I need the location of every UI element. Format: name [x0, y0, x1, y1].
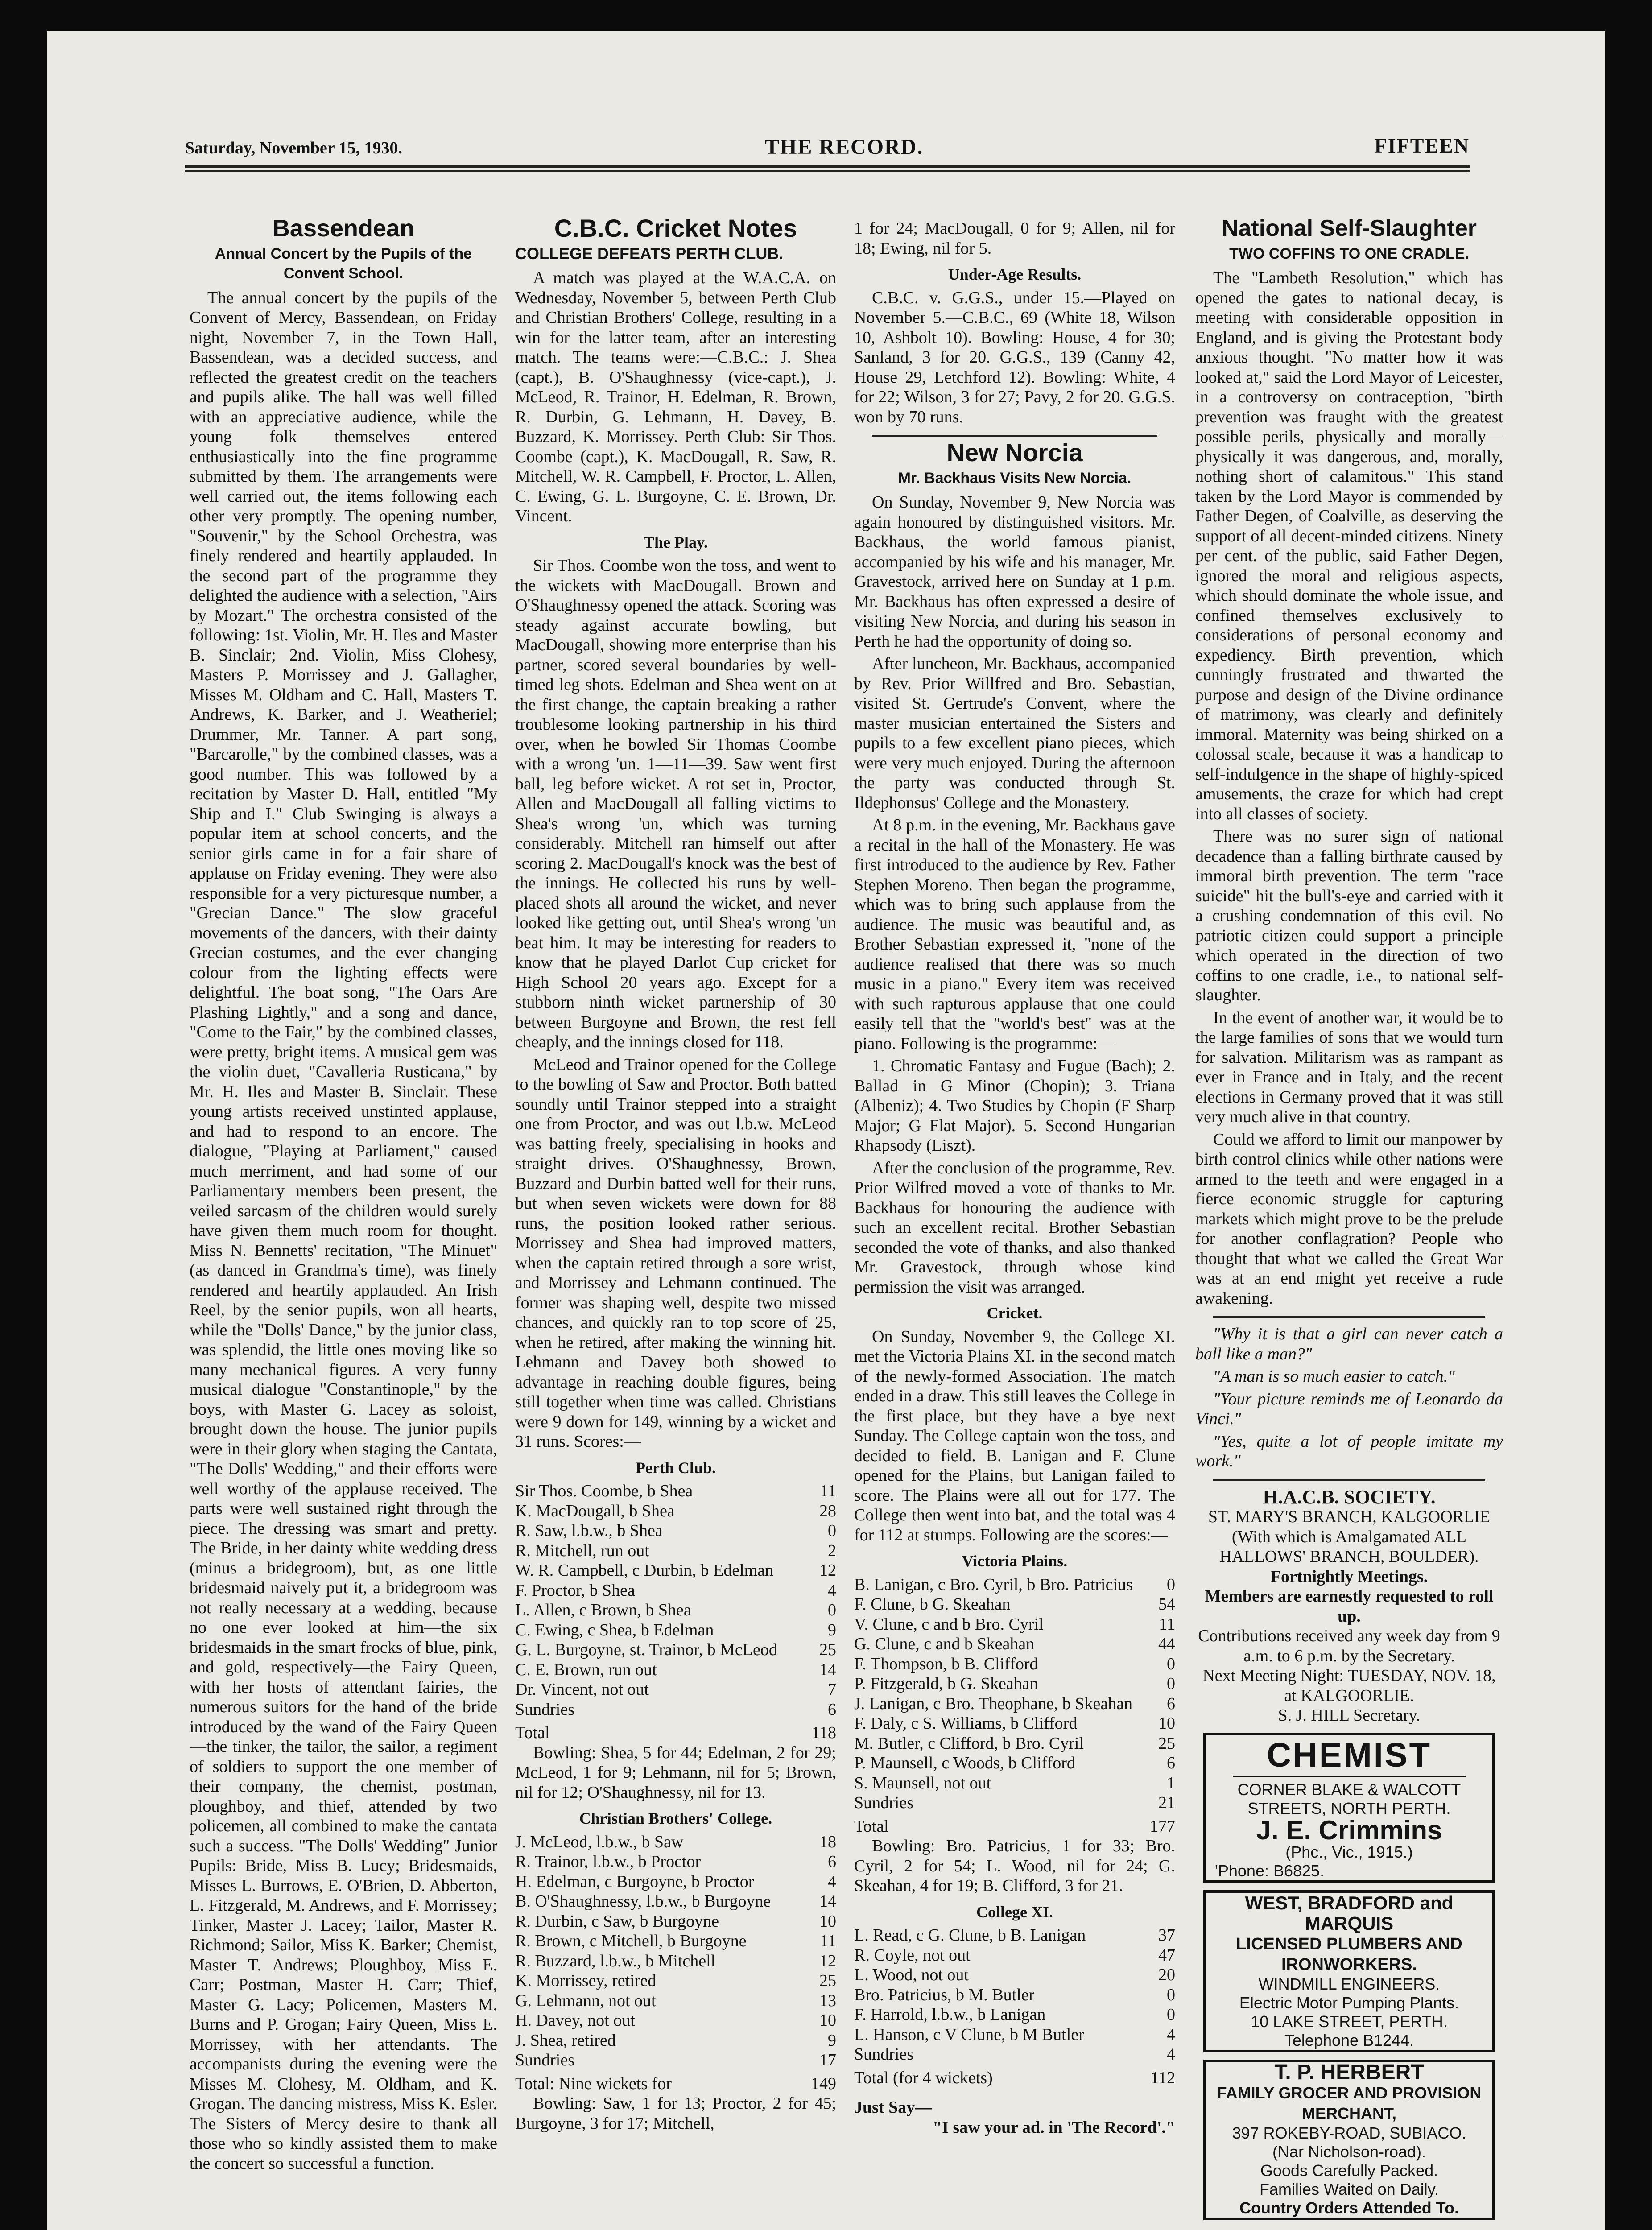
masthead: THE RECORD. [765, 135, 924, 159]
score-row [854, 1753, 1175, 1773]
article-paragraph: C.B.C. v. G.G.S., under 15.—Played on November 5.—C.B.C., 69 (White 18, Wilson 10, Ashbolt 10). Bowling: House, 4 for 30; Sanland, 3 for 20. G.G.S., 139 (Canny 42, House 29, Letchford 12). Bowling: White, 4 for 22; Wilson, 3 for 27; Pavy, 2 for 20. G.G.S. won by 70 runs. [854, 288, 1175, 426]
score-row [854, 1694, 1175, 1714]
score-row [515, 1620, 836, 1640]
scorecard-total: Total 118 [515, 1723, 836, 1742]
batsman-entry: F. Clune, b G. Skeahan [854, 1595, 1011, 1614]
batsman-entry: L. Hanson, c V Clune, b M Butler [854, 2025, 1084, 2044]
scorecard-cbc [515, 1832, 836, 2070]
joke-line: "Why it is that a girl can never catch a ball like a man?" [1195, 1325, 1503, 1363]
chemist-ad [1203, 1733, 1495, 1883]
score-row [515, 1971, 836, 1991]
score-row [515, 1912, 836, 1932]
scorecard-college [854, 1925, 1175, 2065]
ad-line: 397 ROKEBY-ROAD, SUBIACO. [1232, 2124, 1466, 2142]
runs: 4 [1167, 2025, 1175, 2044]
page-header [185, 134, 1470, 165]
batsman-entry: R. Trainor, l.b.w., b Proctor [515, 1852, 701, 1871]
runs: 4 [1167, 2045, 1175, 2064]
article-subtitle: Mr. Backhaus Visits New Norcia. [898, 469, 1132, 487]
batsman-entry: J. Lanigan, c Bro. Theophane, b Skeahan [854, 1694, 1133, 1713]
batsman-entry: L. Wood, not out [854, 1966, 969, 1984]
ad-line: WINDMILL ENGINEERS. [1258, 1975, 1440, 1993]
bowling-summary: Bowling: Bro. Patricius, 1 for 33; Bro. Cyril, 2 for 54; L. Wood, nil for 24; G. Skeahan, 4 for 19; B. Clifford, 3 for 21. [854, 1837, 1175, 1895]
runs: 6 [1167, 1694, 1175, 1713]
score-row [515, 1561, 836, 1581]
scorecard-total: Total 177 [854, 1817, 1175, 1836]
score-row [515, 1640, 836, 1660]
score-row [854, 1714, 1175, 1734]
header-rule-thin [185, 170, 1470, 172]
batsman-entry: R. Coyle, not out [854, 1945, 971, 1965]
runs: 28 [819, 1501, 836, 1520]
batsman-entry: K. MacDougall, b Shea [515, 1501, 675, 1520]
issue-date: Saturday, November 15, 1930. [185, 139, 402, 157]
batsman-entry: F. Daly, c S. Williams, b Clifford [854, 1714, 1078, 1733]
article-paragraph: The "Lambeth Resolution," which has opened the gates to national decay, is meeting with considerable opposition in England, and is giving the Protestant body anxious thought. "No matter how it was looked at," said the Lord Mayor of Leicester, in a controversy on contraception, "birth prevention was fraught with the greatest possible perils, physically and morally—physically it was dangerous, and, morally, nothing short of calamitous." This stand taken by the Lord Mayor is commended by Father Degen, of Coalville, as deserving the support of all decent-minded citizens. Ninety per cent. of the public, said Father Degen, ignored the moral and religious aspects, which should dominate the whole issue, and confined themselves exclusively to considerations of personal economy and expediency. Birth prevention, which cunningly frustrated and thwarted the purpose and design of the Divine ordinance of matrimony, was clearly and definitely immoral. Maternity was being shirked on a colossal scale, because it was a handicap to self-indulgence in the shape of highly-spiced amusements, the craze for which had crept into all classes of society. [1195, 268, 1503, 823]
score-row [515, 1501, 836, 1521]
runs: 0 [828, 1521, 836, 1540]
ad-phone: 'Phone: B6825. [1215, 1862, 1325, 1880]
runs: 11 [1159, 1615, 1175, 1634]
score-row [854, 1575, 1175, 1595]
score-row [515, 1660, 836, 1680]
ad-line: Telephone B1244. [1284, 2031, 1414, 2049]
joke-line: "Your picture reminds me of Leonardo da Vinci." [1195, 1389, 1503, 1428]
runs: 4 [828, 1872, 836, 1891]
runs: 21 [1158, 1793, 1175, 1812]
runs: 6 [1167, 1754, 1175, 1772]
article-title: New Norcia [946, 438, 1083, 467]
score-row [515, 1931, 836, 1951]
runs: 0 [1167, 1674, 1175, 1693]
article-paragraph: In the event of another war, it would be to the large families of sons that we would turn for salvation. Militarism was as rampant as ever in France and in Italy, and the recent elections in Germany proved that it was still very much alive in that country. [1195, 1008, 1503, 1126]
joke-line: "Yes, quite a lot of people imitate my work." [1195, 1432, 1503, 1470]
score-row [515, 2011, 836, 2031]
runs: 47 [1158, 1945, 1175, 1965]
plumbers-ad [1203, 1890, 1495, 2052]
score-row [515, 1581, 836, 1601]
society-line: Contributions received any week day from 9 a.m. to 6 p.m. by the Secretary. [1198, 1627, 1500, 1665]
article-subtitle: Annual Concert by the Pupils of the Convent School. [215, 245, 472, 282]
article-title: Bassendean [272, 219, 415, 242]
batsman-entry: F. Thompson, b B. Clifford [854, 1654, 1038, 1673]
article-subtitle: TWO COFFINS TO ONE CRADLE. [1229, 245, 1469, 262]
score-row [854, 1734, 1175, 1754]
score-row [854, 1615, 1175, 1635]
grocer-ad [1203, 2060, 1495, 2220]
score-row [854, 1793, 1175, 1813]
society-line: Members are earnestly requested to roll up. [1205, 1587, 1494, 1626]
ad-address: CORNER BLAKE & WALCOTT STREETS, NORTH PERTH. [1237, 1780, 1461, 1817]
society-line: Fortnightly Meetings. [1270, 1567, 1428, 1586]
batsman-entry: R. Mitchell, run out [515, 1541, 649, 1560]
ad-line: (Nar Nicholson-road). [1272, 2143, 1426, 2161]
batsman-entry: J. Shea, retired [515, 2031, 616, 2050]
page-number: FIFTEEN [1374, 134, 1470, 157]
score-row [854, 2025, 1175, 2045]
score-row [854, 1965, 1175, 1985]
section-heading: Under-Age Results. [948, 265, 1082, 283]
scorecard-total: Total (for 4 wickets) 112 [854, 2068, 1175, 2087]
column-cricket [515, 219, 836, 2230]
runs: 11 [820, 1932, 836, 1950]
runs: 17 [819, 2051, 836, 2069]
article-paragraph: After the conclusion of the programme, Rev. Prior Wilfred moved a vote of thanks to Mr. Backhaus for honouring the audience with such an excellent recital. Brother Sebastian seconded the vote of thanks, and also thanked Mr. Gravestock, through whose kind permission the visit was arranged. [854, 1158, 1175, 1297]
batsman-entry: B. O'Shaughnessy, l.b.w., b Burgoyne [515, 1892, 771, 1911]
runs: 37 [1158, 1926, 1175, 1945]
runs: 4 [828, 1581, 836, 1600]
article-title: C.B.C. Cricket Notes [554, 219, 797, 242]
runs: 11 [820, 1482, 836, 1500]
society-title: H.A.C.B. SOCIETY. [1263, 1486, 1436, 1508]
runs: 9 [828, 2031, 836, 2050]
batsman-entry: G. Lehmann, not out [515, 1991, 656, 2010]
runs: 10 [1158, 1714, 1175, 1733]
runs: 1 [1167, 1773, 1175, 1792]
batsman-entry: Sir Thos. Coombe, b Shea [515, 1482, 693, 1500]
ad-line: Country Orders Attended To. [1239, 2199, 1459, 2217]
score-row [515, 1951, 836, 1971]
batsman-entry: Sundries [515, 1700, 574, 1719]
score-row [515, 1481, 836, 1501]
runs: 54 [1158, 1595, 1175, 1614]
batsman-entry: P. Fitzgerald, b G. Skeahan [854, 1674, 1038, 1693]
runs: 18 [819, 1832, 836, 1851]
society-line: (With which is Amalgamated ALL HALLOWS' BRANCH, BOULDER). [1219, 1527, 1479, 1566]
ad-line: Goods Carefully Packed. [1260, 2161, 1438, 2180]
score-row [854, 2044, 1175, 2065]
score-row [854, 1674, 1175, 1694]
batsman-entry: Dr. Vincent, not out [515, 1680, 649, 1699]
article-subtitle: COLLEGE DEFEATS PERTH CLUB. [515, 244, 784, 263]
runs: 2 [828, 1541, 836, 1560]
society-signature: S. J. HILL Secretary. [1278, 1706, 1421, 1725]
score-row [515, 1832, 836, 1852]
batsman-entry: C. Ewing, c Shea, b Edelman [515, 1620, 714, 1639]
batsman-entry: R. Saw, l.b.w., b Shea [515, 1521, 663, 1540]
runs: 14 [819, 1892, 836, 1911]
score-row [854, 1773, 1175, 1793]
batsman-entry: Sundries [854, 1793, 913, 1812]
ad-title: CHEMIST [1233, 1735, 1466, 1777]
batsman-entry: R. Durbin, c Saw, b Burgoyne [515, 1912, 719, 1931]
newspaper-page [47, 31, 1605, 2230]
article-body: The annual concert by the pupils of the Convent of Mercy, Bassendean, on Friday night, November 7, in the Town Hall, Bassendean, was a decided success, and reflected the greatest credit on the teachers and pupils alike. The hall was well filled with an appreciative audience, while the young folk themselves entered enthusiastically into the fine programme submitted by them. The arrangements were well carried out, the items following each other very promptly. The opening number, "Souvenir," by the School Orchestra, was finely rendered and heartily applauded. In the second part of the programme they delighted the audience with a selection, "Airs by Mozart." The orchestra consisted of the following: 1st. Violin, Mr. H. Iles and Master B. Sinclair; 2nd. Violin, Miss Clohesy, Masters P. Morrissey and J. Gallagher, Misses M. Oldham and C. Hall, Masters T. Andrews, K. Barker, and J. Weatheriel; Drummer, Mr. Tanner. A part song, "Barcarolle," by the combined classes, was a good number. This was followed by a recitation by Master D. Hall, entitled "My Ship and I." Club Swinging is always a popular item at school concerts, and the senior girls came in for a fair share of applause on Friday evening. They were also responsible for a very picturesque number, a "Grecian Dance." The slow graceful movements of the dancers, with their dainty Grecian costumes, and the ever changing colour from the lighting effects were delightful. The boat song, "The Oars Are Plashing Lightly," and a song and dance, "Come to the Fair," by the combined classes, were pretty, bright items. A musical gem was the violin duet, "Cavalleria Rusticana," by Mr. H. Iles and Master B. Sinclair. These young artists received unstinted applause, and had to respond to an encore. The dialogue, "Playing at Parliament," caused much merriment, and had some of our Parliamentary members been present, the veiled sarcasm of the children would surely have given them much room for thought. Miss N. Bennetts' recitation, "The Minuet" (as danced in Grandma's time), was finely rendered and heartily applauded. An Irish Reel, by the senior pupils, won all hearts, while the "Dolls' Dance," by the junior class, was splendid, the little ones moving like so many mechanical figures. A very funny musical dialogue "Constantinople," by the boys, with Master G. Lacey as soloist, brought down the house. The junior pupils were in their glory when staging the Cantata, "The Dolls' Wedding," and their efforts were well worthy of the applause received. The parts were well sustained right through the piece. The dressing was smart and pretty. The Bride, in her dainty white wedding dress (minus a bridegroom), but, as one little bridesmaid naively put it, a bridegroom was not really necessary at a wedding, because no one ever looked at him—the six bridesmaids in the smart frocks of blue, pink, and gold, respectively—the Fairy Queen, with her hosts of attendant fairies, the numerous suitors for the hand of the bride introduced by the wand of the Fairy Queen—the tinker, the tailor, the sailor, a regiment of soldiers to support the one member of their company, the chemist, postman, ploughboy, and thief, attended by two policemen, all combined to make the cantata such a success. "The Dolls' Wedding" Junior Pupils: Bride, Miss B. Lucy; Bridesmaids, Misses L. Burrows, E. O'Brien, D. Abberton, L. Fitzgerald, M. Andrews, and F. Morrissey; Tinker, Master J. Lacey; Tailor, Master R. Richmond; Sailor, Miss K. Barker; Chemist, Master T. Andrews; Ploughboy, Miss E. Carr; Postman, Master H. Carr; Thief, Master G. Lacy; Policemen, Masters M. Burns and P. Grogan; Fairy Queen, Miss E. Morrissey, with her attendants. The accompanists during the evening were the Misses M. Clohesy, M. Oldham, and K. Grogan. The dancing mistress, Miss K. Esler. The Sisters of Mercy desire to thank all those who so kindly assisted them to make the concert so successful a function. [190, 288, 497, 2173]
article-paragraph: There was no surer sign of national decadence than a falling birthrate caused by immoral birth prevention. The term "race suicide" hit the bull's-eye and carried with it a crushing condemnation of this evil. No patriotic citizen could support a principle which operated in the direction of two coffins to one cradle, i.e., to national self-slaughter. [1195, 827, 1503, 1004]
runs: 0 [1167, 1575, 1175, 1594]
score-row [515, 2031, 836, 2051]
batsman-entry: H. Davey, not out [515, 2011, 635, 2030]
society-line: Next Meeting Night: TUESDAY, NOV. 18, at KALGOORLIE. [1202, 1666, 1496, 1705]
batsman-entry: L. Read, c G. Clune, b B. Lanigan [854, 1926, 1086, 1945]
scorecard-perth [515, 1481, 836, 1719]
article-paragraph: At 8 p.m. in the evening, Mr. Backhaus gave a recital in the hall of the Monastery. He was first introduced to the audience by Rev. Father Stephen Moreno. Then began the programme, which was to bring such applause from the audience. The music was beautiful and, as Brother Sebastian expressed it, "none of the audience realised that there was so much music in a piano." Every item was received with such rapturous applause that one could easily tell that the "world's best" was at the piano. Following is the programme:— [854, 816, 1175, 1053]
ad-title: WEST, BRADFORD and MARQUIS [1245, 1892, 1454, 1934]
scorecard-victoria-plains [854, 1575, 1175, 1813]
runs: 25 [1158, 1734, 1175, 1753]
runs: 9 [828, 1620, 836, 1639]
scorecard-heading: Perth Club. [636, 1458, 716, 1477]
score-row [515, 1872, 836, 1892]
column-self-slaughter [1195, 219, 1503, 2230]
article-title: National Self-Slaughter [1221, 219, 1477, 241]
runs: 25 [819, 1640, 836, 1659]
batsman-entry: Bro. Patricius, b M. Butler [854, 1985, 1035, 2004]
ad-qualification: (Phc., Vic., 1915.) [1285, 1843, 1413, 1861]
scorecard-total: Total: Nine wickets for 149 [515, 2074, 836, 2093]
runs: 14 [819, 1660, 836, 1679]
batsman-entry: C. E. Brown, run out [515, 1660, 657, 1679]
batsman-entry: V. Clune, c and b Bro. Cyril [854, 1615, 1044, 1634]
batsman-entry: H. Edelman, c Burgoyne, b Proctor [515, 1872, 754, 1891]
score-row [515, 1700, 836, 1720]
batsman-entry: F. Proctor, b Shea [515, 1581, 635, 1600]
ad-subtitle: LICENSED PLUMBERS AND IRONWORKERS. [1236, 1935, 1462, 1974]
ad-subtitle: FAMILY GROCER AND PROVISION MERCHANT, [1217, 2084, 1482, 2123]
bowling-summary: Bowling: Shea, 5 for 44; Edelman, 2 for 29; McLeod, 1 for 9; Lehmann, nil for 5; Brown, nil for 12; O'Shaughnessy, nil for 13. [515, 1743, 836, 1802]
article-paragraph: On Sunday, November 9, the College XI. met the Victoria Plains XI. in the second match of the newly-formed Association. The match ended in a draw. This still leaves the College in the first place, but they have a bye next Sunday. The College captain won the toss, and decided to field. B. Lanigan and F. Clune opened for the Plains, but Lanigan failed to score. The Plains were all out for 177. The College then went into bat, and the total was 4 for 112 at stumps. Following are the scores:— [854, 1327, 1175, 1544]
section-heading: The Play. [643, 533, 708, 551]
ad-line: 10 LAKE STREET, PERTH. [1251, 2012, 1448, 2031]
society-branch: ST. MARY'S BRANCH, KALGOORLIE [1208, 1507, 1491, 1526]
ad-name: J. E. Crimmins [1256, 1815, 1442, 1845]
article-paragraph: McLeod and Trainor opened for the College to the bowling of Saw and Proctor. Both batted soundly until Trainor stepped into a straight one from Proctor, and was out l.b.w. McLeod was batting freely, specialising in hooks and straight drives. O'Shaughnessy, Brown, Buzzard and Durbin batted well for their runs, but when seven wickets were down for 88 runs, the position looked rather serious. Morrissey and Shea had improved matters, when the captain retired through a sore wrist, and Morrissey and Lehmann continued. The former was shaping well, despite two missed chances, and quickly ran to top score of 25, when he retired, after making the winning hit. Lehmann and Davey both showed to advantage in reaching double figures, being still together when time was called. Christians were 9 down for 149, winning by a wicket and 31 runs. Scores:— [515, 1055, 836, 1451]
score-row [515, 1600, 836, 1620]
batsman-entry: Sundries [854, 2045, 913, 2064]
scorecard-heading: College XI. [976, 1903, 1053, 1921]
runs: 6 [828, 1700, 836, 1719]
batsman-entry: G. Clune, c and b Skeahan [854, 1635, 1035, 1653]
section-rule [872, 435, 1157, 437]
score-row [854, 1945, 1175, 1966]
runs: 44 [1158, 1635, 1175, 1653]
section-heading: Cricket. [987, 1304, 1043, 1322]
batsman-entry: F. Harrold, l.b.w., b Lanigan [854, 2005, 1046, 2024]
just-say-heading: Just Say— [854, 2098, 932, 2117]
column-new-norcia [854, 219, 1175, 2230]
score-row [854, 1594, 1175, 1615]
article-paragraph: Could we afford to limit our manpower by birth control clinics while other nations were armed to the teeth and were engaged in a fierce economic struggle for capturing markets which might prove to be the prelude for another conflagration? People who thought that what we called the Great War was at an end might yet receive a rude awakening. [1195, 1130, 1503, 1308]
score-row [854, 1634, 1175, 1654]
batsman-entry: K. Morrissey, retired [515, 1971, 657, 1990]
batsman-entry: R. Buzzard, l.b.w., b Mitchell [515, 1951, 716, 1970]
runs: 20 [1158, 1966, 1175, 1984]
article-paragraph: On Sunday, November 9, New Norcia was again honoured by distinguished visitors. Mr. Backhaus, the world famous pianist, accompanied by his wife and his manager, Mr. Gravestock, arrived here on Sunday at 1 p.m. Mr. Backhaus has often expressed a desire of visiting New Norcia, and during his season in Perth he had the opportunity of doing so. [854, 493, 1175, 651]
batsman-entry: Sundries [515, 2051, 574, 2069]
programme-list: 1. Chromatic Fantasy and Fugue (Bach); 2. Ballad in G Minor (Chopin); 3. Triana (Albeniz); 4. Two Studies by Chopin (F Sharp Major; G Flat Major). 5. Second Hungarian Rhapsody (Liszt). [854, 1057, 1175, 1155]
runs: 0 [1167, 2005, 1175, 2024]
score-row [515, 1541, 836, 1561]
joke-line: "A man is so much easier to catch." [1213, 1367, 1455, 1386]
section-rule [1213, 1479, 1485, 1481]
article-paragraph: After luncheon, Mr. Backhaus, accompanied by Rev. Prior Willfred and Bro. Sebastian, visited St. Gertrude's Convent, where the master musician entertained the Sisters and pupils to a few excellent piano pieces, which were very much enjoyed. During the afternoon the party was conducted through St. Ildephonsus' College and the Monastery. [854, 654, 1175, 812]
ad-line: Families Waited on Daily. [1259, 2180, 1439, 2198]
article-paragraph: A match was played at the W.A.C.A. on Wednesday, November 5, between Perth Club and Christian Brothers' College, resulting in a win for the latter team, after an interesting match. The teams were:—C.B.C.: J. Shea (capt.), B. O'Shaughnessy (vice-capt.), J. McLeod, R. Trainor, H. Edelman, R. Brown, R. Durbin, G. Lehmann, H. Davey, B. Buzzard, K. Morrissey. Perth Club: Sir Thos. Coombe (capt.), K. MacDougall, R. Saw, R. Mitchell, W. R. Campbell, F. Proctor, L. Allen, C. Ewing, G. L. Burgoyne, C. E. Brown, Dr. Vincent. [515, 268, 836, 525]
society-notice [1195, 1487, 1503, 1726]
batsman-entry: B. Lanigan, c Bro. Cyril, b Bro. Patricius [854, 1575, 1133, 1594]
batsman-entry: M. Butler, c Clifford, b Bro. Cyril [854, 1734, 1084, 1753]
scorecard-heading: Victoria Plains. [962, 1552, 1068, 1570]
score-row [854, 1985, 1175, 2005]
runs: 10 [819, 2011, 836, 2030]
bowling-summary: Bowling: Saw, 1 for 13; Proctor, 2 for 45; Burgoyne, 3 for 17; Mitchell, [515, 2094, 836, 2133]
batsman-entry: S. Maunsell, not out [854, 1773, 991, 1792]
ad-line: Electric Motor Pumping Plants. [1239, 1994, 1459, 2012]
runs: 10 [819, 1912, 836, 1931]
batsman-entry: W. R. Campbell, c Durbin, b Edelman [515, 1561, 774, 1580]
batsman-entry: L. Allen, c Brown, b Shea [515, 1601, 691, 1619]
section-rule [1213, 1316, 1485, 1318]
score-row [854, 2005, 1175, 2025]
ad-title: T. P. HERBERT [1274, 2061, 1424, 2084]
score-row [854, 1925, 1175, 1945]
runs: 12 [819, 1561, 836, 1580]
just-say-quote: "I saw your ad. in 'The Record'." [933, 2118, 1175, 2137]
score-row [854, 1654, 1175, 1674]
runs: 0 [1167, 1654, 1175, 1673]
runs: 12 [819, 1951, 836, 1970]
runs: 13 [819, 1991, 836, 2010]
score-row [515, 1991, 836, 2011]
runs: 7 [828, 1680, 836, 1699]
batsman-entry: G. L. Burgoyne, st. Trainor, b McLeod [515, 1640, 777, 1659]
runs: 25 [819, 1971, 836, 1990]
batsman-entry: J. McLeod, l.b.w., b Saw [515, 1832, 684, 1851]
runs: 0 [828, 1601, 836, 1619]
score-row [515, 1852, 836, 1872]
batsman-entry: P. Maunsell, c Woods, b Clifford [854, 1754, 1075, 1772]
article-paragraph: Sir Thos. Coombe won the toss, and went to the wickets with MacDougall. Brown and O'Shaughnessy opened the attack. Scoring was steady against accurate bowling, but MacDougall, showing more enterprise than his partner, scored several boundaries by well-timed leg shots. Edelman and Shea went on at the first change, the captain breaking a rather troublesome looking partnership in his third over, when he bowled Sir Thomas Coombe with a wrong 'un. 1—11—39. Saw went first ball, leg before wicket. A rot set in, Proctor, Allen and MacDougall all falling victims to Shea's wrong 'un, which was turning considerably. Mitchell ran himself out after scoring 2. MacDougall's knock was the best of the innings. He collected his runs by well-placed shots all around the wicket, and never looked like getting out, until Shea's wrong 'un beat him. It may be interesting for readers to know that he played Darlot Cup cricket for High School 20 years ago. Except for a stubborn ninth wicket partnership of 30 between Burgoyne and Brown, the rest fell cheaply, and the innings closed for 118. [515, 556, 836, 1051]
score-row [515, 2050, 836, 2070]
header-rule [185, 165, 1470, 168]
score-row [515, 1891, 836, 1912]
batsman-entry: R. Brown, c Mitchell, b Burgoyne [515, 1932, 747, 1950]
article-continuation: 1 for 24; MacDougall, 0 for 9; Allen, nil for 18; Ewing, nil for 5. [854, 219, 1175, 258]
runs: 0 [1167, 1985, 1175, 2004]
runs: 6 [828, 1852, 836, 1871]
scorecard-heading: Christian Brothers' College. [579, 1809, 772, 1827]
score-row [515, 1521, 836, 1541]
score-row [515, 1680, 836, 1700]
column-bassendean [190, 219, 497, 2230]
